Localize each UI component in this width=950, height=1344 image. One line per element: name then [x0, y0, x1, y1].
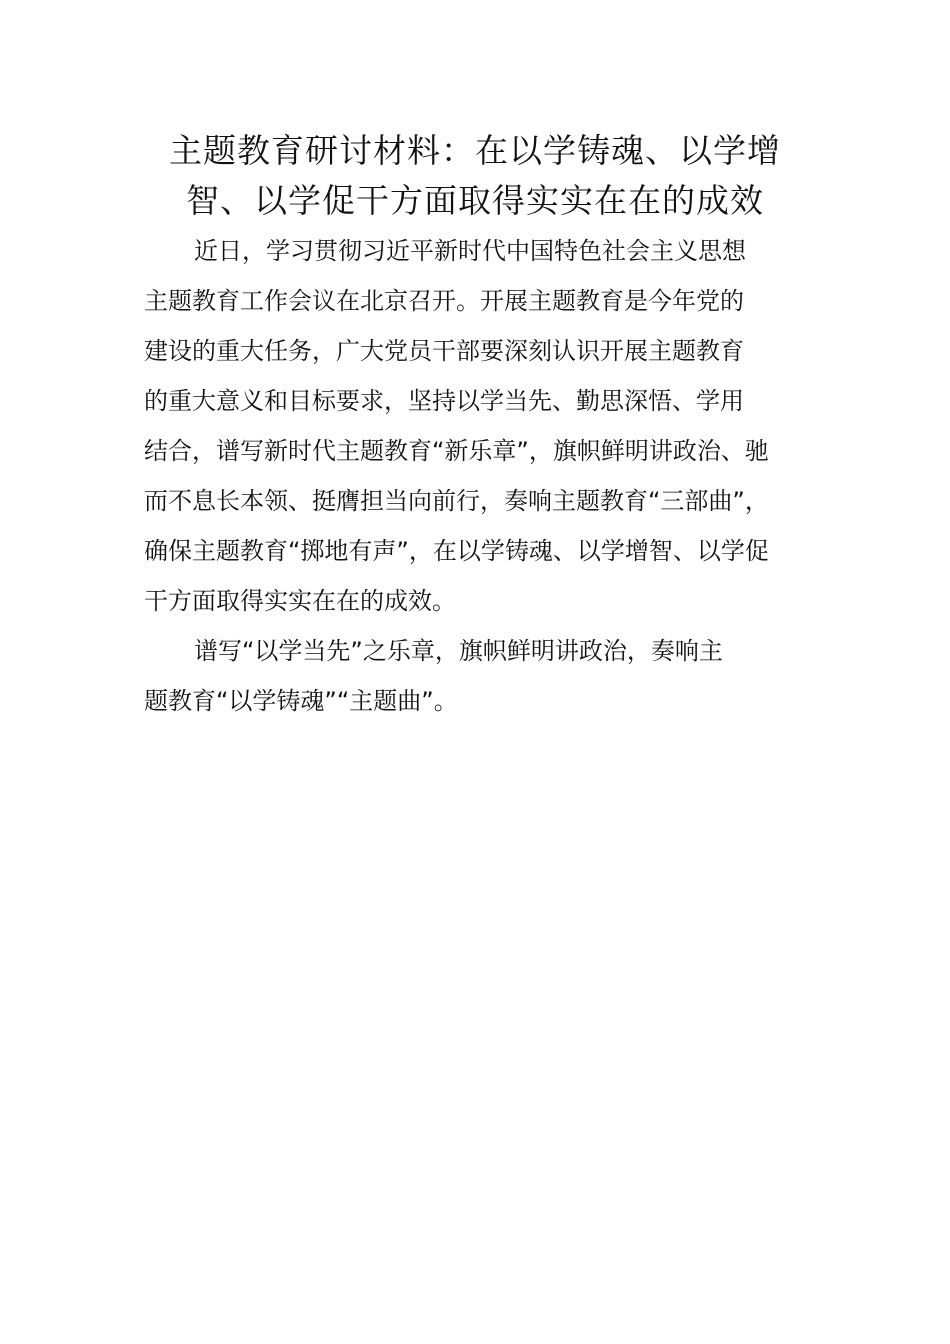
paragraph-line: 谱写“以学当先”之乐章，旗帜鲜明讲政治，奏响主: [194, 637, 723, 665]
paragraph-line: 建设的重大任务，广大党员干部要深刻认识开展主题教育: [144, 337, 744, 365]
paragraph-line: 确保主题教育“掷地有声”，在以学铸魂、以学增智、以学促: [144, 537, 769, 565]
title-line: 主题教育研讨材料：在以学铸魂、以学增: [169, 131, 781, 170]
paragraph-line: 近日，学习贯彻习近平新时代中国特色社会主义思想: [194, 237, 746, 265]
paragraph-line: 而不息长本领、挺膺担当向前行，奏响主题教育“三部曲”，: [144, 487, 769, 515]
paragraph-line: 的重大意义和目标要求，坚持以学当先、勤思深悟、学用: [144, 387, 744, 415]
body-paragraph: [144, 626, 808, 726]
paragraph-line: 题教育“以学铸魂”“主题曲”。: [144, 687, 458, 715]
paragraph-line: 结合，谱写新时代主题教育“新乐章”，旗帜鲜明讲政治、驰: [144, 437, 769, 465]
body-paragraph: [144, 226, 808, 626]
document-body: [144, 226, 808, 726]
title-line: 智、以学促干方面取得实实在在的成效: [186, 181, 764, 220]
paragraph-line: 主题教育工作会议在北京召开。开展主题教育是今年党的: [144, 287, 744, 315]
paragraph-line: 干方面取得实实在在的成效。: [144, 587, 456, 615]
document-title: [140, 126, 810, 226]
